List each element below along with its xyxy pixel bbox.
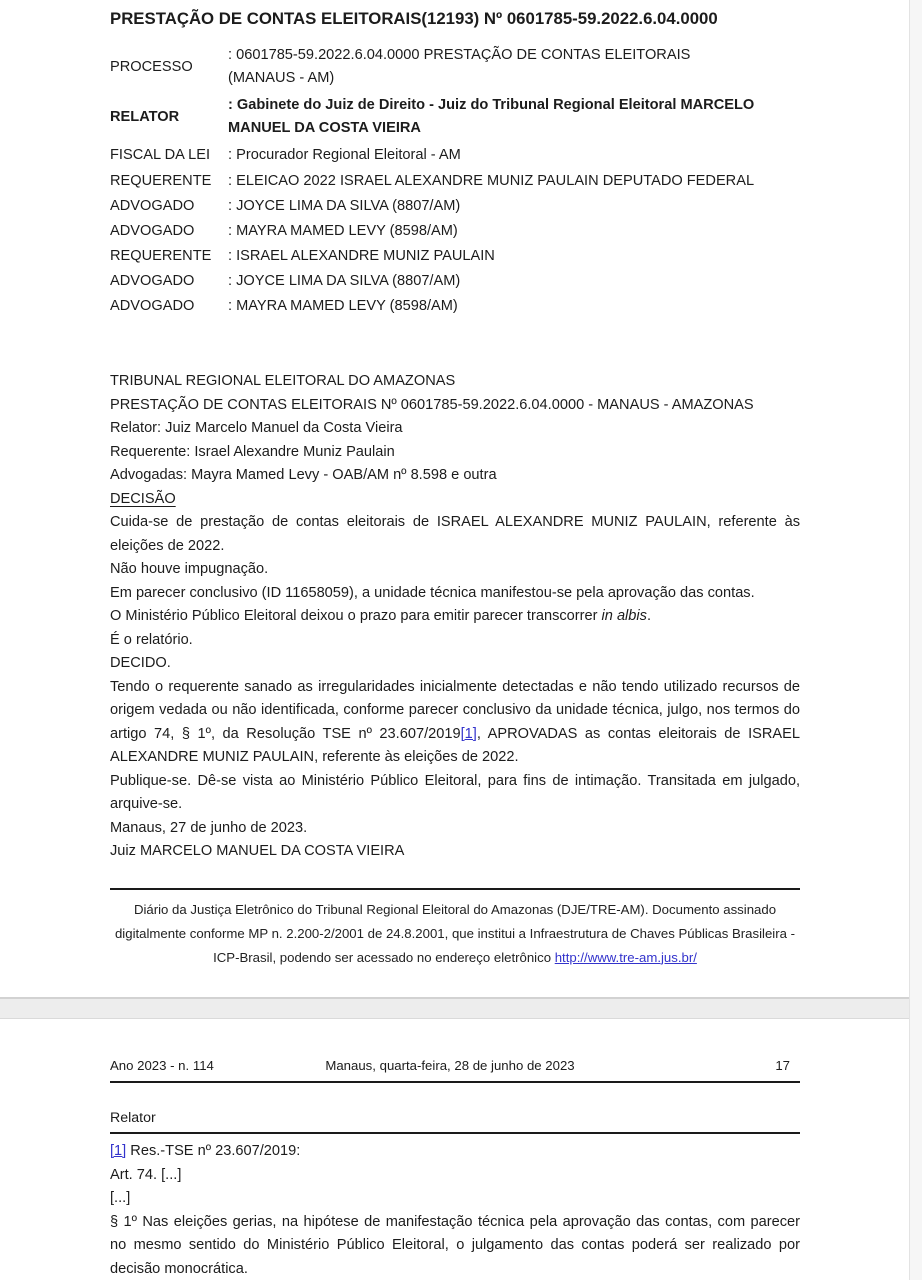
row-label: RELATOR bbox=[110, 108, 180, 125]
paragraph-assinatura-juiz: Juiz MARCELO MANUEL DA COSTA VIEIRA bbox=[110, 843, 405, 859]
julgamento-text-end: , APROVADAS as contas eleitorais de ISRAEL ALEXANDRE MUNIZ PAULAIN, referente às eleições de 2022. bbox=[110, 725, 800, 765]
decisao-heading bbox=[110, 488, 800, 512]
paragraph-parecer: Em parecer conclusivo (ID 11658059), a unidade técnica manifestou-se pela aprovação das contas. bbox=[110, 584, 755, 601]
mp-text: O Ministério Público Eleitoral deixou o prazo para emitir parecer transcorrer bbox=[110, 608, 602, 624]
scrollbar-track[interactable] bbox=[909, 0, 922, 1280]
paragraph-julgamento bbox=[110, 676, 800, 770]
row-value: : ELEICAO 2022 ISRAEL ALEXANDRE MUNIZ PAULAIN DEPUTADO FEDERAL bbox=[228, 173, 755, 189]
row-value: : MAYRA MAMED LEVY (8598/AM) bbox=[228, 223, 458, 239]
row-label: REQUERENTE bbox=[110, 248, 212, 264]
footnote-1 bbox=[110, 1140, 800, 1164]
footnote-section-title: Relator bbox=[110, 1110, 156, 1126]
row-value: : ISRAEL ALEXANDRE MUNIZ PAULAIN bbox=[228, 248, 495, 264]
paragraph-decido: DECIDO. bbox=[110, 655, 171, 671]
dje-footer-text: Diário da Justiça Eletrônico do Tribunal Regional Eleitoral do Amazonas (DJE/TRE-AM). Documento assinado digitalmente conforme MP n. 2.200-2/2001 de 24.8.2001, que institui a Infraestrutura de Chaves Públicas Brasileira - ICP-Brasil, podendo ser acessado no endereço eletrônico bbox=[114, 901, 796, 965]
tre-am-url-link[interactable]: http://www.tre-am.jus.br/ bbox=[554, 949, 697, 965]
page-2 bbox=[0, 1020, 922, 1280]
row-label: FISCAL DA LEI bbox=[110, 147, 211, 163]
paragraph-ministerio-publico bbox=[110, 605, 800, 629]
paragraph-publique-se: Publique-se. Dê-se vista ao Ministério Público Eleitoral, para fins de intimação. Transitada em julgado, arquive-se. bbox=[110, 772, 800, 812]
court-name: TRIBUNAL REGIONAL ELEITORAL DO AMAZONAS bbox=[110, 373, 456, 389]
in-albis-italic: in albis bbox=[601, 608, 647, 624]
journal-edition: Ano 2023 - n. 114 bbox=[110, 1058, 214, 1073]
decisao-heading-text: DECISÃO bbox=[110, 490, 176, 507]
table-row-processo bbox=[110, 42, 800, 92]
row-value: : MAYRA MAMED LEVY (8598/AM) bbox=[228, 298, 458, 314]
paragraph-relatorio: É o relatório. bbox=[110, 631, 193, 648]
footnote-art-74: Art. 74. [...] bbox=[110, 1166, 182, 1183]
footnote-section-header bbox=[110, 1110, 800, 1134]
advogadas-line: Advogadas: Mayra Mamed Levy - OAB/AM nº 8.598 e outra bbox=[110, 467, 497, 483]
paragraph-cuida-se: Cuida-se de prestação de contas eleitorais de ISRAEL ALEXANDRE MUNIZ PAULAIN, referente às eleições de 2022. bbox=[110, 514, 800, 554]
journal-date: Manaus, quarta-feira, 28 de junho de 2023 bbox=[325, 1058, 575, 1073]
table-row-relator bbox=[110, 92, 800, 142]
footnote-paragrafo-1: § 1º Nas eleições gerias, na hipótese de manifestação técnica pela aprovação das contas, com parecer no mesmo sentido do Ministério Público Eleitoral, o julgamento das contas poderá ser realizado por decisão monocrática. bbox=[110, 1213, 800, 1277]
mp-text-end: . bbox=[646, 608, 652, 624]
row-label: ADVOGADO bbox=[110, 223, 195, 239]
case-number-line: PRESTAÇÃO DE CONTAS ELEITORAIS Nº 0601785-59.2022.6.04.0000 - MANAUS - AMAZONAS bbox=[110, 396, 754, 413]
row-label: ADVOGADO bbox=[110, 273, 195, 289]
table-row-requerente bbox=[110, 169, 800, 194]
journal-page-number: 17 bbox=[775, 1058, 790, 1073]
page-separator-band bbox=[0, 997, 922, 1019]
row-label: PROCESSO bbox=[110, 58, 193, 75]
row-value: : JOYCE LIMA DA SILVA (8807/AM) bbox=[228, 198, 461, 214]
table-row-requerente bbox=[110, 244, 800, 269]
paragraph-impugnacao: Não houve impugnação. bbox=[110, 561, 269, 577]
row-value: : JOYCE LIMA DA SILVA (8807/AM) bbox=[228, 273, 461, 289]
relator-line: Relator: Juiz Marcelo Manuel da Costa Vieira bbox=[110, 420, 403, 436]
document-title: PRESTAÇÃO DE CONTAS ELEITORAIS(12193) Nº 0601785-59.2022.6.04.0000 bbox=[110, 9, 718, 28]
dje-footer bbox=[110, 890, 800, 970]
journal-header bbox=[110, 1020, 800, 1083]
table-row-advogado bbox=[110, 294, 800, 319]
row-value: : 0601785-59.2022.6.04.0000 PRESTAÇÃO DE CONTAS ELEITORAIS (MANAUS - AM) bbox=[228, 47, 691, 86]
row-label: ADVOGADO bbox=[110, 298, 195, 314]
footnote-1-text: Res.-TSE nº 23.607/2019: bbox=[126, 1143, 301, 1159]
footnote-ellipsis: [...] bbox=[110, 1190, 131, 1206]
julgamento-text: Tendo o requerente sanado as irregularidades inicialmente detectadas e não tendo utilizado recursos de origem vedada ou não identificada, conforme parecer conclusivo da unidade técnica, julgo, nos termos do artigo 74, § 1º, da Resolução TSE nº 23.607/2019 bbox=[110, 678, 800, 742]
footnote-1-anchor-link[interactable]: [1] bbox=[110, 1143, 127, 1159]
row-value: : Procurador Regional Eleitoral - AM bbox=[228, 147, 461, 163]
table-row-advogado bbox=[110, 194, 800, 219]
decision-body bbox=[110, 370, 800, 864]
table-row-fiscal-da-lei bbox=[110, 142, 800, 169]
paragraph-data-local: Manaus, 27 de junho de 2023. bbox=[110, 819, 308, 836]
row-value: : Gabinete do Juiz de Direito - Juiz do Tribunal Regional Eleitoral MARCELO MANUEL DA COSTA VIEIRA bbox=[228, 97, 755, 136]
table-row-advogado bbox=[110, 219, 800, 244]
footnote-1-reference-link[interactable]: [1] bbox=[460, 725, 477, 742]
case-header-table bbox=[110, 42, 800, 319]
requerente-line: Requerente: Israel Alexandre Muniz Paulain bbox=[110, 443, 395, 460]
table-row-advogado bbox=[110, 269, 800, 294]
footnotes-block bbox=[110, 1140, 800, 1280]
row-label: ADVOGADO bbox=[110, 198, 195, 214]
row-label: REQUERENTE bbox=[110, 173, 212, 189]
